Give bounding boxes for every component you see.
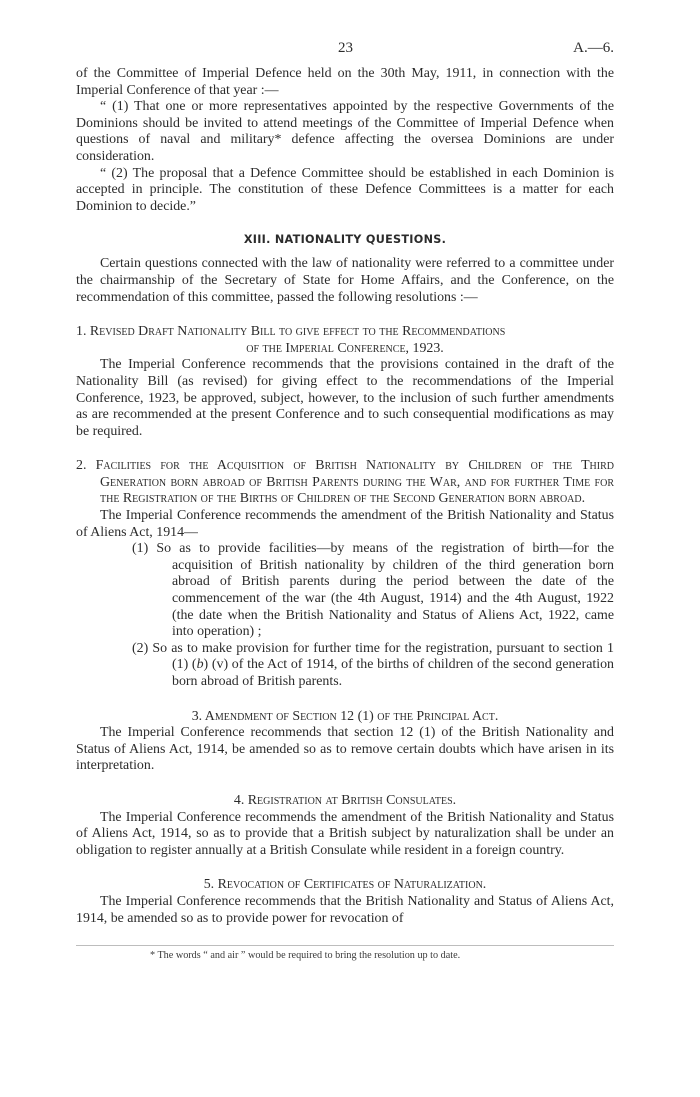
resolution-3-heading: 3. Amendment of Section 12 (1) of the Principal Act. — [191, 708, 499, 724]
resolution-1-heading — [76, 324, 614, 357]
resolution-2-item-2: (2) So as to make provision for further time for the registration, pursuant to section 1 (1) (b) (v) of the Act of 1914, of the births of children of the second generation born abroad of British parents. — [132, 640, 614, 689]
resolution-2-item-1: (1) So as to provide facilities—by means of the registration of birth—for the acquisition of British nationality by children of the third generation born abroad of British parents during the period between the date of the commencement of the war (the 4th August, 1914) and the 4th August, 1922 (the date when the British Nationality and Status of Aliens Act, 1922, came into operation) ; — [132, 541, 614, 640]
intro-paragraph: of the Committee of Imperial Defence held on the 30th May, 1911, in connection with the Imperial Conference of that year :— — [76, 66, 614, 98]
resolution-2-text: The Imperial Conference recommends the amendment of the British Nationality and Status of Aliens Act, 1914— — [76, 508, 614, 540]
resolution-2-heading: 2. Facilities for the Acquisition of British Nationality by Children of the Third Generation born abroad of British Parents during the War, and for further Time for the Registration of the Births of Children of the Second Generation born abroad. — [76, 458, 614, 507]
resolution-4-heading: 4. Registration at British Consulates. — [233, 792, 457, 808]
footnote-rule — [76, 945, 614, 946]
resolution-5-heading: 5. Revocation of Certificates of Naturalization. — [203, 877, 487, 893]
resolution-3-text: The Imperial Conference recommends that section 12 (1) of the British Nationality and Status of Aliens Act, 1914, be amended so as to remove certain doubts which have arisen in its interpretation. — [76, 725, 614, 774]
page-number: 23 — [338, 40, 353, 56]
footnote: * The words “ and air ” would be required to bring the resolution up to date. — [150, 950, 461, 961]
section-title: XIII. NATIONALITY QUESTIONS. — [243, 233, 447, 247]
page-header — [76, 40, 614, 66]
intro-quote-2: “ (2) The proposal that a Defence Committee should be established in each Dominion is accepted in principle. The constitution of these Defence Committees is a matter for each Dominion to decide.” — [76, 165, 614, 214]
resolution-1-heading-line1: 1. Revised Draft Nationality Bill to give effect to the Recommendations — [76, 324, 506, 340]
resolution-4-text: The Imperial Conference recommends the amendment of the British Nationality and Status of Aliens Act, 1914, so as to provide that a British subject by naturalization shall be under an obligation to register annually at a British Consulate while resident in a foreign country. — [76, 809, 614, 858]
intro-quote-1: “ (1) That one or more representatives appointed by the respective Governments of the Dominions should be invited to attend meetings of the Committee of Imperial Defence when questions of naval and military* defence affecting the oversea Dominions are under consideration. — [76, 99, 614, 164]
resolution-1-text: The Imperial Conference recommends that the provisions contained in the draft of the Nationality Bill (as revised) for giving effect to the recommendations of the Imperial Conference, 1923, be approved, subject, however, to the inclusion of such further amendments as are recommended at the present Conference and to such consequential modifications as may be required. — [76, 357, 614, 439]
section-intro: Certain questions connected with the law of nationality were referred to a committee under the chairmanship of the Secretary of State for Home Affairs, and the Conference, on the recommendation of this committee, passed the following resolutions :— — [76, 256, 614, 305]
document-page — [76, 40, 614, 927]
resolution-1-heading-line2: of the Imperial Conference, 1923. — [246, 340, 444, 356]
resolution-5-text: The Imperial Conference recommends that the British Nationality and Status of Aliens Act, 1914, be amended so as to provide power for revocation of — [76, 893, 614, 926]
document-reference: A.—6. — [573, 40, 614, 56]
